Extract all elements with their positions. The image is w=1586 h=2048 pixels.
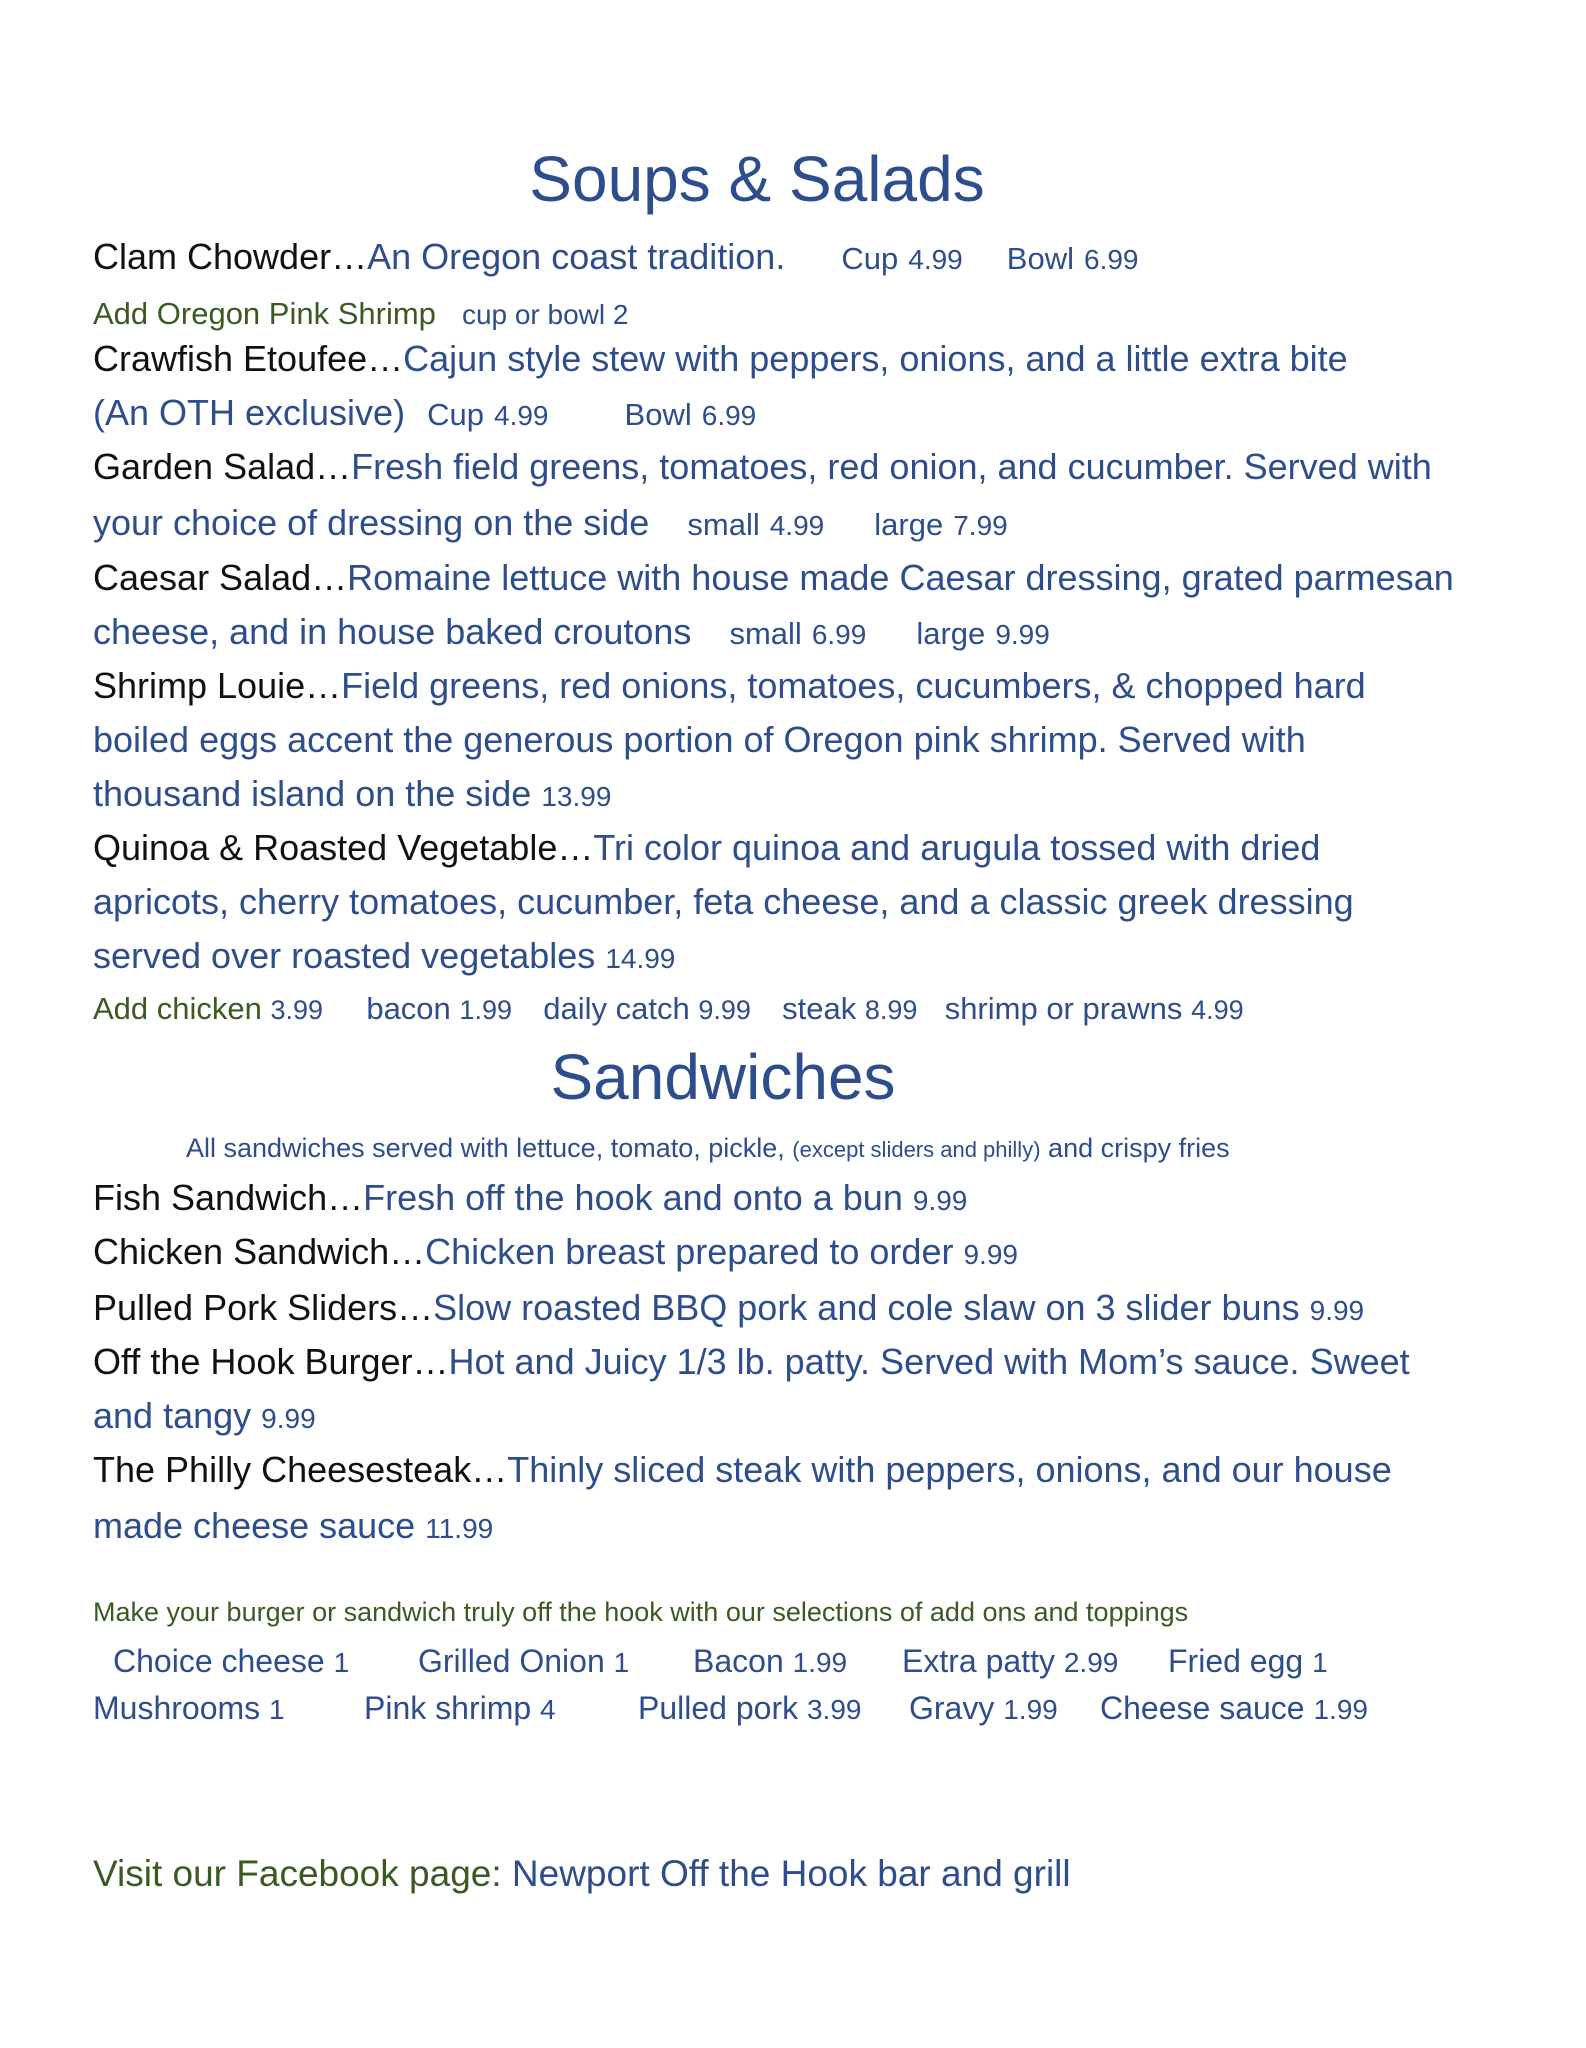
item-name: Caesar Salad…: [93, 557, 348, 598]
topping-extra-patty: Extra patty 2.99: [902, 1643, 1119, 1679]
topping-bacon: Bacon 1.99: [693, 1643, 848, 1679]
menu-item-philly: [93, 1449, 1392, 1490]
section-title-soups-salads: Soups & Salads: [529, 143, 985, 215]
item-description: cheese, and in house baked croutons: [93, 611, 692, 652]
price: 9.99: [1309, 1295, 1365, 1326]
item-description: Cajun style stew with peppers, onions, and a little extra bite: [403, 338, 1348, 379]
item-description: thousand island on the side: [93, 773, 532, 814]
menu-item-quinoa-cont: [93, 881, 1354, 922]
price: 13.99: [541, 781, 612, 812]
menu-item-crawfish-etoufee-cont: [93, 392, 756, 433]
menu-item-garden-salad: [93, 446, 1432, 487]
item-name: The Philly Cheesesteak…: [93, 1449, 508, 1490]
price: 4.99: [908, 244, 963, 275]
item-description: made cheese sauce: [93, 1505, 416, 1546]
price: 9.99: [963, 1239, 1018, 1270]
price: 9.99: [261, 1403, 316, 1434]
topping-gravy: Gravy 1.99: [909, 1690, 1058, 1726]
item-description: and tangy: [93, 1395, 252, 1436]
size-label: small: [687, 507, 760, 542]
menu-item-quinoa-cont: [93, 935, 675, 976]
size-label: Cup: [427, 397, 484, 432]
price: 4.99: [769, 510, 825, 541]
item-description: Tri color quinoa and arugula tossed with dried: [593, 827, 1321, 868]
menu-item-pulled-pork-sliders: [93, 1287, 1364, 1328]
item-description: your choice of dressing on the side: [93, 502, 650, 543]
footer-label: Visit our Facebook page:: [93, 1853, 512, 1894]
item-description: served over roasted vegetables: [93, 935, 596, 976]
topping-cheese-sauce: Cheese sauce 1.99: [1100, 1690, 1368, 1726]
item-name: Fish Sandwich…: [93, 1177, 364, 1218]
size-label: small: [729, 616, 802, 651]
item-description: Field greens, red onions, tomatoes, cucumbers, & chopped hard: [341, 665, 1366, 706]
menu-item-fish-sandwich: [93, 1177, 967, 1218]
menu-item-caesar-salad-cont: [93, 611, 1050, 652]
menu-item-shrimp-louie: [93, 665, 1366, 706]
size-label: large: [874, 507, 944, 542]
item-description: Thinly sliced steak with peppers, onions, and our house: [507, 1449, 1392, 1490]
item-description: apricots, cherry tomatoes, cucumber, feta cheese, and a classic greek dressing: [93, 881, 1354, 922]
item-name: Pulled Pork Sliders…: [93, 1287, 434, 1328]
price: 14.99: [605, 943, 676, 974]
topping-mushrooms: Mushrooms 1: [93, 1690, 285, 1726]
item-name: Chicken Sandwich…: [93, 1231, 426, 1272]
item-name: Quinoa & Roasted Vegetable…: [93, 827, 594, 868]
menu-item-chicken-sandwich: [93, 1231, 1018, 1272]
addon-chicken: Add chicken 3.99: [93, 991, 324, 1026]
size-label: large: [916, 616, 986, 651]
addon-steak: steak 8.99: [782, 991, 918, 1026]
price: 11.99: [425, 1513, 494, 1544]
menu-item-quinoa: [93, 827, 1320, 868]
sandwich-note-exception: (except sliders and philly): [792, 1137, 1041, 1162]
menu-item-burger-cont: [93, 1395, 316, 1436]
price: 6.99: [701, 400, 757, 431]
price: 9.99: [912, 1185, 968, 1216]
section-title-sandwiches: Sandwiches: [550, 1041, 896, 1113]
price: 9.99: [995, 619, 1050, 650]
salad-addons: [93, 991, 1244, 1027]
menu-item-shrimp-louie-cont: [93, 773, 611, 814]
facebook-page-name: Newport Off the Hook bar and grill: [511, 1853, 1071, 1894]
addon-note: cup or bowl 2: [461, 299, 629, 330]
menu-item-shrimp-louie-cont: [93, 719, 1306, 760]
menu-item-caesar-salad: [93, 557, 1454, 598]
price: 6.99: [811, 619, 867, 650]
item-description: Chicken breast prepared to order: [425, 1231, 954, 1272]
menu-item-clam-chowder: [93, 236, 1139, 277]
price: 7.99: [953, 510, 1008, 541]
topping-choice-cheese: Choice cheese 1: [113, 1643, 350, 1679]
item-name: Garden Salad…: [93, 446, 352, 487]
facebook-footer: [93, 1853, 1071, 1895]
item-description: Hot and Juicy 1/3 lb. patty. Served with Mom’s sauce. Sweet: [448, 1341, 1410, 1382]
addon-daily-catch: daily catch 9.99: [543, 991, 751, 1026]
item-description: Slow roasted BBQ pork and cole slaw on 3 slider buns: [433, 1287, 1300, 1328]
menu-item-crawfish-etoufee: [93, 338, 1348, 379]
item-description: Romaine lettuce with house made Caesar dressing, grated parmesan: [347, 557, 1454, 598]
topping-pulled-pork: Pulled pork 3.99: [638, 1690, 862, 1726]
item-name: Clam Chowder…: [93, 236, 368, 277]
size-label: Bowl: [1006, 241, 1074, 276]
toppings-intro: Make your burger or sandwich truly off the hook with our selections of add ons and toppings: [93, 1597, 1189, 1627]
price: 4.99: [494, 400, 549, 431]
topping-fried-egg: Fried egg 1: [1168, 1643, 1328, 1679]
item-name: Off the Hook Burger…: [93, 1341, 449, 1382]
item-description: boiled eggs accent the generous portion of Oregon pink shrimp. Served with: [93, 719, 1306, 760]
item-name: Crawfish Etoufee…: [93, 338, 404, 379]
addon-bacon: bacon 1.99: [366, 991, 512, 1026]
item-description: An Oregon coast tradition.: [367, 236, 786, 277]
size-label: Cup: [841, 241, 899, 276]
item-description: Fresh field greens, tomatoes, red onion, and cucumber. Served with: [351, 446, 1432, 487]
addon-label: Add Oregon Pink Shrimp: [93, 296, 436, 331]
menu-item-philly-cont: [93, 1505, 493, 1546]
menu-item-garden-salad-cont: [93, 502, 1008, 543]
menu-item-burger: [93, 1341, 1410, 1382]
item-description: Fresh off the hook and onto a bun: [363, 1177, 903, 1218]
addon-shrimp-prawns: shrimp or prawns 4.99: [944, 991, 1244, 1026]
item-description: (An OTH exclusive): [93, 392, 406, 433]
clam-chowder-addon: [93, 291, 628, 332]
topping-grilled-onion: Grilled Onion 1: [418, 1643, 630, 1679]
price: 6.99: [1084, 244, 1139, 275]
size-label: Bowl: [624, 397, 692, 432]
item-name: Shrimp Louie…: [93, 665, 342, 706]
topping-pink-shrimp: Pink shrimp 4: [364, 1690, 556, 1726]
sandwich-note: All sandwiches served with lettuce, tomato, pickle, (except sliders and philly) and crispy fries: [186, 1133, 1230, 1163]
